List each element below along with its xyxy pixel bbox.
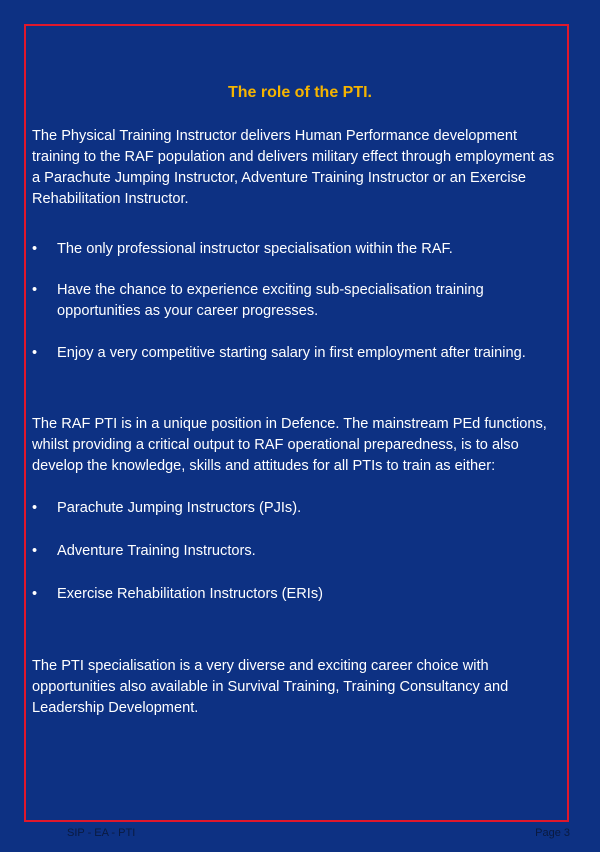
bullet-icon: •	[32, 241, 38, 257]
list-item: • Parachute Jumping Instructors (PJIs).	[32, 498, 562, 519]
footer-document-code: SIP - EA - PTI	[67, 827, 136, 839]
bullet-icon: •	[32, 543, 38, 559]
list-item: • Enjoy a very competitive starting salary in first employment after training.	[32, 343, 562, 364]
page-content	[32, 126, 562, 719]
page-title: The role of the PTI.	[227, 84, 372, 101]
bullet-icon: •	[32, 500, 38, 516]
list-item: • Have the chance to experience exciting sub-specialisation training opportunities as your career progresses.	[32, 282, 484, 319]
list-item: • Adventure Training Instructors.	[32, 541, 562, 562]
bullet-icon: •	[32, 586, 38, 602]
benefits-list	[32, 239, 562, 364]
list-item: • The only professional instructor specialisation within the RAF.	[32, 239, 562, 260]
bullet-icon: •	[32, 282, 38, 298]
instructor-types-list	[32, 498, 562, 605]
list-item: • Exercise Rehabilitation Instructors (ERIs)	[32, 584, 562, 605]
footer-page-number: Page 3	[535, 827, 570, 839]
middle-paragraph: The RAF PTI is in a unique position in Defence. The mainstream PEd functions, whilst providing a critical output to RAF operational preparedness, is to also develop the knowledge, skills and attitudes for all PTIs to train as either:	[32, 416, 547, 474]
bullet-icon: •	[32, 345, 38, 361]
intro-paragraph: The Physical Training Instructor delivers Human Performance development training to the RAF population and delivers military effect through employment as a Parachute Jumping Instructor, Adventure Training Instructor or an Exercise Rehabilitation Instructor.	[32, 128, 555, 207]
closing-paragraph: The PTI specialisation is a very diverse and exciting career choice with opportunities also available in Survival Training, Training Consultancy and Leadership Development.	[32, 658, 509, 716]
